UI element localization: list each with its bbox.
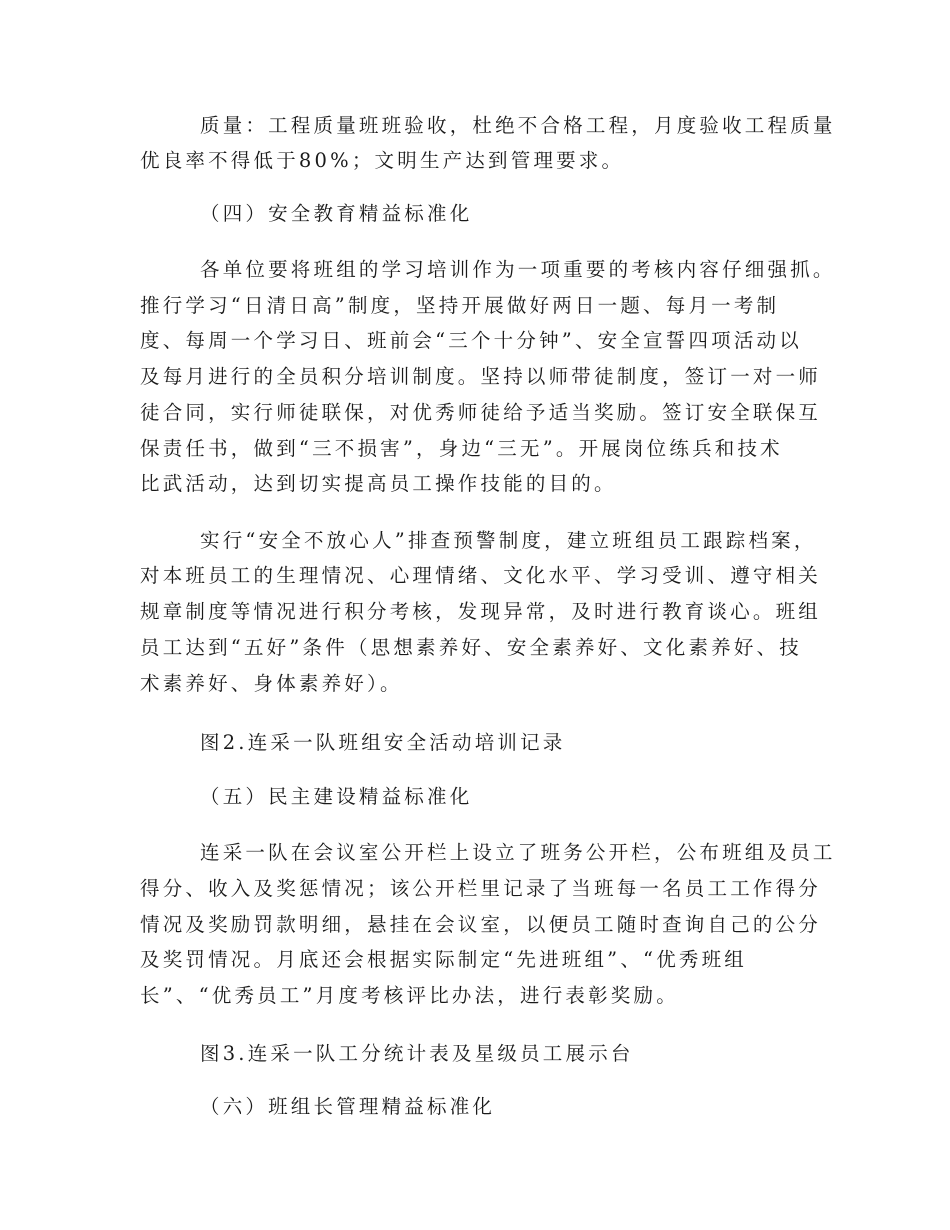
paragraph-training-line-3: 度、每周一个学习日、班前会“三个十分钟”、安全宣誓四项活动以 xyxy=(140,329,802,352)
paragraph-warning-line-1: 实行“安全不放心人”排查预警制度，建立班组员工跟踪档案， xyxy=(200,529,817,552)
paragraph-warning-line-5: 术素养好、身体素养好）。 xyxy=(140,672,403,695)
section-heading-team-leader: （六）班组长管理精益标准化 xyxy=(200,1095,496,1118)
section-heading-democracy: （五）民主建设精益标准化 xyxy=(200,785,473,808)
paragraph-training-line-5: 徒合同，实行师徒联保，对优秀师徒给予适当奖励。签订安全联保互 xyxy=(140,401,822,424)
paragraph-training-line-2: 推行学习“日清日高”制度，坚持开展做好两日一题、每月一考制 xyxy=(140,294,780,317)
figure-caption-2: 图2.连采一队班组安全活动培训记录 xyxy=(200,731,566,754)
paragraph-quality-line-1: 质量：工程质量班班验收，杜绝不合格工程，月度验收工程质量 xyxy=(200,114,836,137)
paragraph-warning-line-4: 员工达到“五好”条件（思想素养好、安全素养好、文化素养好、技 xyxy=(140,636,802,659)
paragraph-training-line-1: 各单位要将班组的学习培训作为一项重要的考核内容仔细强抓。 xyxy=(200,258,836,281)
paragraph-notice-board-line-4: 及奖罚情况。月底还会根据实际制定“先进班组”、“优秀班组 xyxy=(140,948,748,971)
paragraph-quality-line-2: 优良率不得低于80%；文明生产达到管理要求。 xyxy=(140,149,625,172)
paragraph-warning-line-2: 对本班员工的生理情况、心理情绪、文化水平、学习受训、遵守相关 xyxy=(140,564,822,587)
paragraph-notice-board-line-3: 情况及奖励罚款明细，悬挂在会议室，以便员工随时查询自己的公分 xyxy=(140,913,822,936)
paragraph-notice-board-line-2: 得分、收入及奖惩情况；该公开栏里记录了当班每一名员工工作得分 xyxy=(140,877,822,900)
paragraph-warning-line-3: 规章制度等情况进行积分考核，发现异常，及时进行教育谈心。班组 xyxy=(140,600,822,623)
paragraph-training-line-4: 及每月进行的全员积分培训制度。坚持以师带徒制度，签订一对一师 xyxy=(140,365,822,388)
paragraph-training-line-6: 保责任书，做到“三不损害”，身边“三无”。开展岗位练兵和技术 xyxy=(140,437,783,460)
figure-caption-3: 图3.连采一队工分统计表及星级员工展示台 xyxy=(200,1042,634,1065)
paragraph-training-line-7: 比武活动，达到切实提高员工操作技能的目的。 xyxy=(140,472,617,495)
section-heading-safety-education: （四）安全教育精益标准化 xyxy=(200,202,473,225)
paragraph-notice-board-line-5: 长”、“优秀员工”月度考核评比办法，进行表彰奖励。 xyxy=(140,984,679,1007)
paragraph-notice-board-line-1: 连采一队在会议室公开栏上设立了班务公开栏，公布班组及员工 xyxy=(200,841,836,864)
